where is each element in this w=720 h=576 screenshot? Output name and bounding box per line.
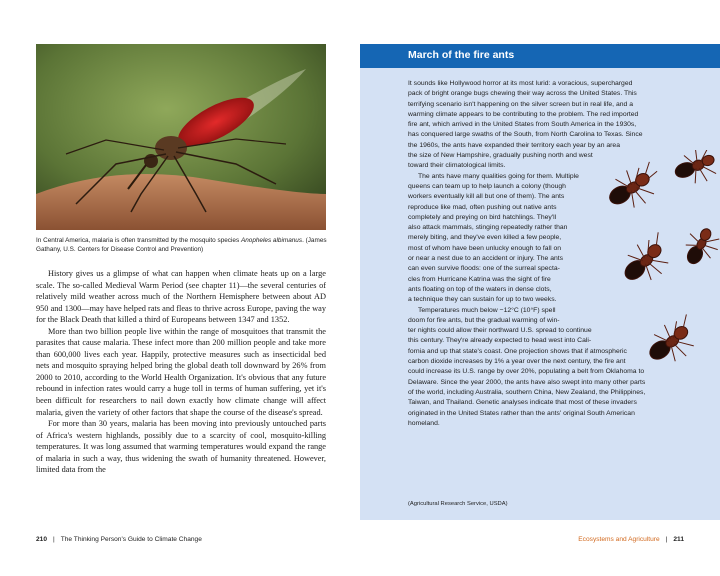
line: ter nights could allow their northward U.S. spread to continue — [408, 327, 592, 335]
page-number: 211 — [673, 536, 684, 543]
line: workers eventually kill all but one of them). The ants — [408, 193, 565, 201]
line: most of whom have been unlucky enough to fall on — [408, 244, 562, 252]
line: toward their climatological limits. — [408, 162, 506, 170]
line: pack of bright orange bugs chewing their way across the United States. This — [408, 90, 637, 98]
line: homeland. — [408, 419, 440, 427]
folio-separator: | — [665, 536, 668, 543]
right-page — [360, 0, 720, 576]
line: The ants have many qualities going for them. Multiple — [418, 172, 579, 180]
line: a technique they can sustain for up to two weeks. — [408, 296, 557, 304]
line: Temperatures much below −12°C (10°F) spell — [418, 306, 556, 314]
section-name: Ecosystems and Agriculture — [578, 536, 660, 543]
paragraph: More than two billion people live within the range of mosquitoes that transmit the parasites that cause malaria. These infect more than 200 million people and take more than 600,000 lives each year. Happily, protective measures such as insecticidal bed nets and mosquito spraying helped bring the global death toll downward by 26% from 2000 to 2010, according to the World Health Organization. It's obvious that any future rebound in infection rates would carry a huge toll in terms of human suffering, yet it's been difficult for researchers to nail down exactly how climate change will affect malaria, given the variety of other factors that shape the course of the disease's spread. — [36, 326, 326, 417]
line: merely biting, and they've even killed a few people, — [408, 234, 562, 242]
line: doom for fire ants, but the gradual warming of win- — [408, 316, 560, 324]
line: could increase its U.S. range by over 20%, populating a belt from Oklahoma to — [408, 368, 645, 376]
left-folio — [36, 536, 202, 543]
page-number: 210 — [36, 536, 48, 543]
folio-separator: | — [53, 536, 55, 543]
line: of the world, including Australia, southern China, New Zealand, the Philippines, — [408, 388, 646, 396]
line: warming climate appears to be contributing to the problem. The red imported — [408, 110, 639, 118]
book-title: The Thinking Person's Guide to Climate Change — [60, 536, 202, 543]
caption-text: In Central America, malaria is often transmitted by the mosquito species — [36, 237, 241, 244]
caption-species: Anopheles albimanus — [240, 237, 303, 244]
mosquito-photo — [36, 44, 326, 230]
line: fire ant, which arrived in the United States from South America in the 1930s, — [408, 121, 637, 129]
line: cles from Hurricane Katrina was the sight of fire — [408, 275, 551, 283]
line: can even survive floods: one of the surreal specta- — [408, 265, 560, 273]
line: has conquered large swaths of the South, from North Carolina to Texas. Since — [408, 131, 643, 139]
paragraph: History gives us a glimpse of what can happen when climate heats up on a large scale. The so-called Medieval Warm Period (see chapter 11)—the several centuries of relatively mild weather across much of the Northern Hemisphere between about AD 950 and 1300—may have helped rats and fleas to thrive across Europe, paving the way for the Black Death that killed a third of Europeans between 1347 and 1352. — [36, 269, 326, 325]
line: or near a nest due to an accident or injury. The ants — [408, 255, 564, 263]
sidebar-paragraph-2 — [408, 172, 716, 306]
caption-credit: . (James Gathany, U.S. Centers for Disease Control and Prevention) — [36, 237, 327, 253]
body-text — [36, 268, 326, 476]
sidebar-paragraph-3 — [408, 306, 716, 430]
line: this century. They're already expected to head west into Cali- — [408, 337, 592, 345]
line: also attack mammals, stinging repeatedly rather than — [408, 224, 568, 232]
line: the 1960s, the ants have expanded their territory each year by an area — [408, 141, 620, 149]
line: carbon dioxide increases by 1% a year over the next century, the fire ant — [408, 358, 626, 366]
paragraph: For more than 30 years, malaria has been moving into previously untouched parts of Africa's western highlands, possibly due to a scarcity of cool, mosquito-killing temperatures. It was long assumed that warming temperatures would expand the range of malaria in such a way, thus widening the swath of humanity threatened. However, limited data from the — [36, 419, 326, 475]
sidebar-source: (Agricultural Research Service, USDA) — [408, 501, 508, 507]
photo-caption — [36, 237, 328, 254]
sidebar-paragraph-1 — [408, 79, 716, 172]
line: reproduce like mad, often pushing out native ants — [408, 203, 557, 211]
line: completely and preying on bird hatchlings. They'll — [408, 213, 557, 221]
line: the size of New Hampshire, gradually pushing north and west — [408, 152, 593, 160]
line: It sounds like Hollywood horror at its most lurid: a voracious, supercharged — [408, 80, 633, 87]
line: terrifying scenario isn't happening on the silver screen but in real life, and a — [408, 100, 633, 108]
right-folio — [578, 536, 684, 543]
sidebar-title: March of the fire ants — [408, 49, 515, 61]
line: ants floating on top of the waters in dense clots, — [408, 285, 552, 293]
line: queens can team up to help launch a colony (though — [408, 182, 566, 190]
line: Taiwan, and Thailand. Genetic analyses indicate that most of these invaders — [408, 399, 637, 407]
sidebar-body — [408, 79, 716, 429]
line: originated in the United States rather than the ants' original South American — [408, 409, 635, 417]
line: fornia and up that state's coast. One projection shows that if atmospheric — [408, 347, 627, 355]
line: Delaware. Since the year 2000, the ants have also swept into many other parts — [408, 378, 646, 386]
